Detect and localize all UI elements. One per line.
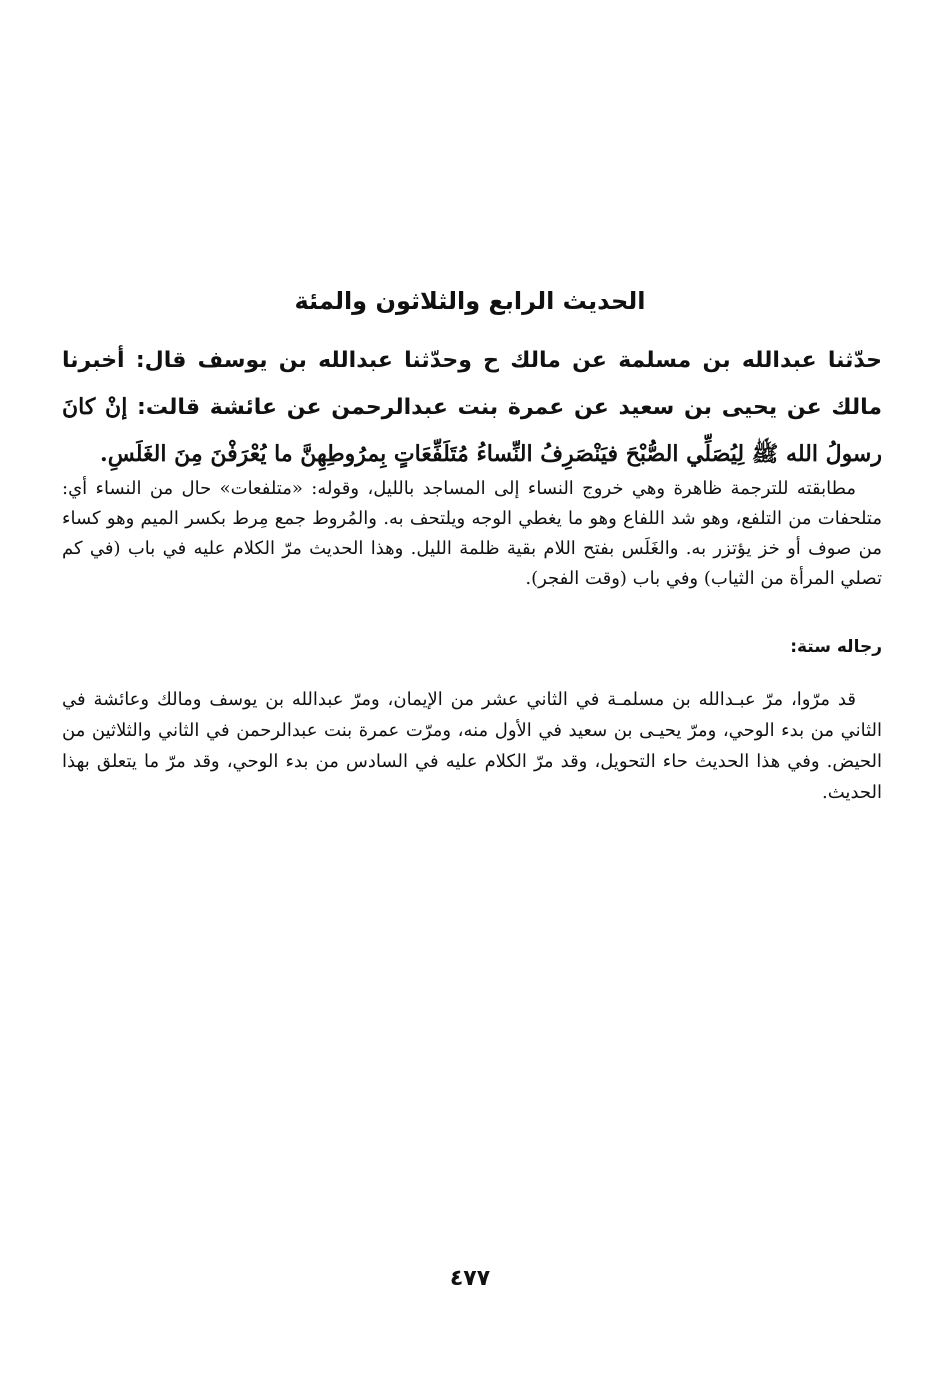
narrators-paragraph (62, 684, 882, 808)
hadith-heading: الحديث الرابع والثلاثون والمئة (294, 287, 646, 315)
hadith-isnad: حدّثنا عبدالله بن مسلمة عن مالك ح وحدّثنا عبدالله بن يوسف قال: أخبرنا مالك عن يحيى بن سعيد عن عمرة بنت عبدالرحمن عن عائشة قالت: (62, 348, 882, 420)
narrators-heading: رجاله ستة: (790, 637, 882, 657)
commentary-text: مطابقته للترجمة ظاهرة وهي خروج النساء إلى المساجد بالليل، وقوله: «متلفعات» حال من النساء أي: متلحفات من التلفع، وهو شد اللفاع وهو ما يغطي الوجه ويلتحف به. والمُروط جمع مِرط بكسر الميم وهو كساء من صوف أو خز يؤتزر به. والغَلَس بفتح اللام بقية ظلمة الليل. وهذا الحديث مرّ الكلام عليه في باب (في كم تصلي المرأة من الثياب) وفي باب (وقت الفجر). (62, 478, 882, 589)
hadith-matn: إنْ كانَ رسولُ الله ﷺ لِيُصَلِّي الصُّبْحَ فيَنْصَرِفُ النِّساءُ مُتَلَفِّعَاتٍ بِمرُوطِهِنَّ ما يُعْرَفْنَ مِنَ الغَلَسِ. (62, 394, 882, 467)
narrators-text: قد مرّوا، مرّ عبـدالله بن مسلمـة في الثاني عشر من الإيمان، ومرّ عبدالله بن يوسف ومالك وعائشة في الثاني من بدء الوحي، ومرّ يحيـى بن سعيد في الأول منه، ومرّت عمرة بنت عبدالرحمن في الثاني والثلاثين من الحيض. وفي هذا الحديث حاء التحويل، وقد مرّ الكلام عليه في السادس من بدء الوحي، وقد مرّ ما يتعلق بهذا الحديث. (62, 689, 882, 803)
hadith-text (62, 338, 882, 478)
commentary-paragraph (62, 474, 882, 594)
page-number: ٤٧٧ (449, 1266, 491, 1291)
